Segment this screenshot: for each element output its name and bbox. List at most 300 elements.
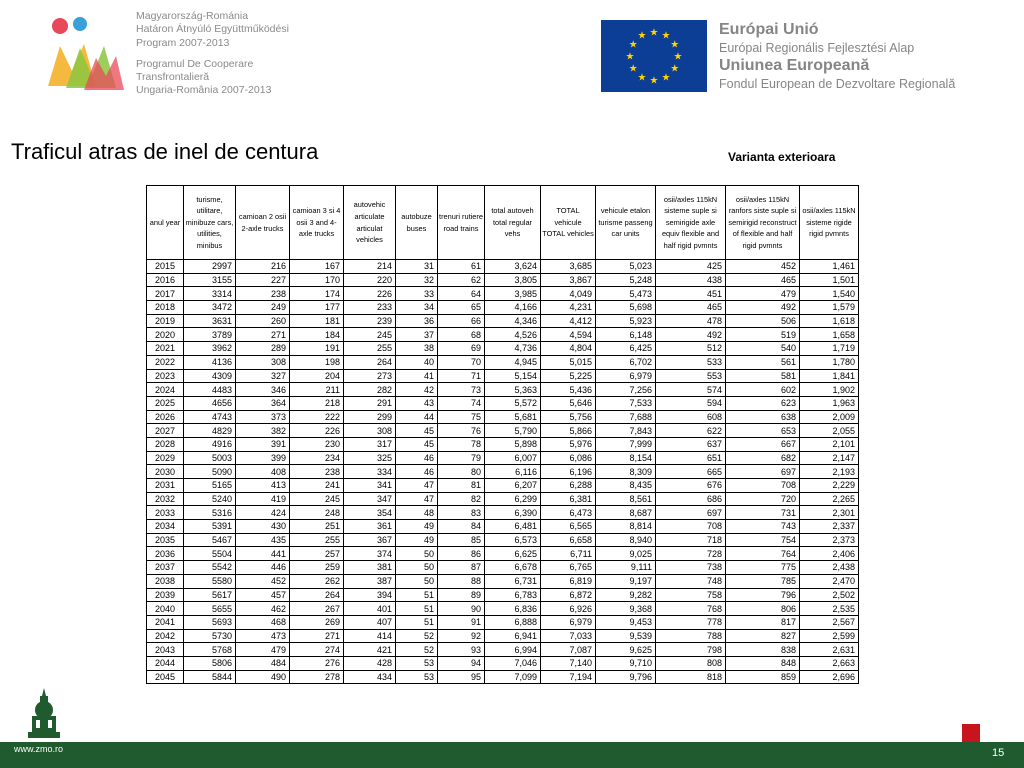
value-cell: 8,154	[596, 451, 656, 465]
value-cell: 708	[726, 479, 800, 493]
value-cell: 76	[438, 424, 485, 438]
value-cell: 3,805	[485, 273, 541, 287]
eu-flag-icon	[601, 20, 707, 92]
value-cell: 364	[236, 396, 290, 410]
value-cell: 3962	[184, 342, 236, 356]
value-cell: 42	[396, 383, 438, 397]
value-cell: 5,473	[596, 287, 656, 301]
value-cell: 808	[656, 656, 726, 670]
value-cell: 465	[656, 301, 726, 315]
value-cell: 387	[344, 574, 396, 588]
value-cell: 5,154	[485, 369, 541, 383]
year-cell: 2032	[147, 492, 184, 506]
value-cell: 748	[656, 574, 726, 588]
value-cell: 6,625	[485, 547, 541, 561]
column-header: camioan 2 osii 2-axle trucks	[236, 186, 290, 260]
value-cell: 788	[656, 629, 726, 643]
value-cell: 278	[290, 670, 344, 684]
value-cell: 7,099	[485, 670, 541, 684]
value-cell: 7,046	[485, 656, 541, 670]
value-cell: 838	[726, 643, 800, 657]
value-cell: 775	[726, 561, 800, 575]
value-cell: 31	[396, 260, 438, 274]
value-cell: 414	[344, 629, 396, 643]
value-cell: 2,147	[800, 451, 859, 465]
value-cell: 4,412	[541, 314, 596, 328]
value-cell: 271	[290, 629, 344, 643]
value-cell: 174	[290, 287, 344, 301]
value-cell: 233	[344, 301, 396, 315]
value-cell: 638	[726, 410, 800, 424]
value-cell: 52	[396, 643, 438, 657]
value-cell: 6,148	[596, 328, 656, 342]
year-cell: 2025	[147, 396, 184, 410]
value-cell: 248	[290, 506, 344, 520]
year-cell: 2040	[147, 602, 184, 616]
value-cell: 561	[726, 355, 800, 369]
city-crest-icon	[26, 686, 62, 742]
value-cell: 2,337	[800, 520, 859, 534]
table-row	[147, 492, 859, 506]
value-cell: 255	[344, 342, 396, 356]
year-cell: 2018	[147, 301, 184, 315]
value-cell: 257	[290, 547, 344, 561]
eu-star-icon: ★	[628, 39, 638, 51]
year-cell: 2024	[147, 383, 184, 397]
value-cell: 2,599	[800, 629, 859, 643]
value-cell: 5,898	[485, 437, 541, 451]
value-cell: 478	[656, 314, 726, 328]
value-cell: 269	[290, 615, 344, 629]
column-header: total autoveh total regular vehs	[485, 186, 541, 260]
value-cell: 241	[290, 479, 344, 493]
value-cell: 2,631	[800, 643, 859, 657]
value-cell: 84	[438, 520, 485, 534]
value-cell: 4,526	[485, 328, 541, 342]
value-cell: 9,796	[596, 670, 656, 684]
value-cell: 2,502	[800, 588, 859, 602]
value-cell: 5,646	[541, 396, 596, 410]
value-cell: 4,346	[485, 314, 541, 328]
value-cell: 425	[656, 260, 726, 274]
value-cell: 238	[236, 287, 290, 301]
value-cell: 465	[726, 273, 800, 287]
value-cell: 289	[236, 342, 290, 356]
value-cell: 2,009	[800, 410, 859, 424]
value-cell: 71	[438, 369, 485, 383]
value-cell: 6,425	[596, 342, 656, 356]
value-cell: 8,687	[596, 506, 656, 520]
value-cell: 4743	[184, 410, 236, 424]
value-cell: 6,731	[485, 574, 541, 588]
value-cell: 4,231	[541, 301, 596, 315]
value-cell: 827	[726, 629, 800, 643]
program-logo-icon	[44, 16, 128, 96]
program-line-ro-2: Transfrontalieră	[136, 71, 210, 84]
value-cell: 222	[290, 410, 344, 424]
value-cell: 273	[344, 369, 396, 383]
value-cell: 6,116	[485, 465, 541, 479]
value-cell: 36	[396, 314, 438, 328]
eu-star-icon: ★	[637, 30, 647, 42]
value-cell: 317	[344, 437, 396, 451]
year-cell: 2030	[147, 465, 184, 479]
eu-star-icon: ★	[673, 51, 683, 63]
value-cell: 6,702	[596, 355, 656, 369]
value-cell: 5617	[184, 588, 236, 602]
value-cell: 251	[290, 520, 344, 534]
value-cell: 4,049	[541, 287, 596, 301]
value-cell: 2,696	[800, 670, 859, 684]
value-cell: 6,573	[485, 533, 541, 547]
table-row	[147, 383, 859, 397]
value-cell: 83	[438, 506, 485, 520]
value-cell: 1,540	[800, 287, 859, 301]
value-cell: 264	[344, 355, 396, 369]
value-cell: 49	[396, 520, 438, 534]
value-cell: 34	[396, 301, 438, 315]
value-cell: 1,902	[800, 383, 859, 397]
value-cell: 4483	[184, 383, 236, 397]
value-cell: 728	[656, 547, 726, 561]
value-cell: 68	[438, 328, 485, 342]
value-cell: 291	[344, 396, 396, 410]
value-cell: 665	[656, 465, 726, 479]
value-cell: 4656	[184, 396, 236, 410]
value-cell: 5,866	[541, 424, 596, 438]
year-cell: 2021	[147, 342, 184, 356]
value-cell: 191	[290, 342, 344, 356]
value-cell: 848	[726, 656, 800, 670]
table-row	[147, 424, 859, 438]
value-cell: 90	[438, 602, 485, 616]
value-cell: 45	[396, 424, 438, 438]
value-cell: 33	[396, 287, 438, 301]
value-cell: 2,663	[800, 656, 859, 670]
value-cell: 8,940	[596, 533, 656, 547]
value-cell: 1,780	[800, 355, 859, 369]
value-cell: 7,688	[596, 410, 656, 424]
value-cell: 519	[726, 328, 800, 342]
table-row	[147, 643, 859, 657]
value-cell: 334	[344, 465, 396, 479]
table-row	[147, 547, 859, 561]
value-cell: 51	[396, 602, 438, 616]
value-cell: 274	[290, 643, 344, 657]
value-cell: 7,256	[596, 383, 656, 397]
value-cell: 5768	[184, 643, 236, 657]
value-cell: 6,765	[541, 561, 596, 575]
value-cell: 697	[656, 506, 726, 520]
value-cell: 218	[290, 396, 344, 410]
value-cell: 5,023	[596, 260, 656, 274]
value-cell: 1,719	[800, 342, 859, 356]
value-cell: 1,461	[800, 260, 859, 274]
value-cell: 7,087	[541, 643, 596, 657]
value-cell: 743	[726, 520, 800, 534]
value-cell: 594	[656, 396, 726, 410]
year-cell: 2027	[147, 424, 184, 438]
table-row	[147, 465, 859, 479]
value-cell: 785	[726, 574, 800, 588]
value-cell: 6,086	[541, 451, 596, 465]
value-cell: 3,985	[485, 287, 541, 301]
value-cell: 5655	[184, 602, 236, 616]
value-cell: 452	[726, 260, 800, 274]
value-cell: 651	[656, 451, 726, 465]
value-cell: 7,194	[541, 670, 596, 684]
value-cell: 581	[726, 369, 800, 383]
value-cell: 6,381	[541, 492, 596, 506]
table-row	[147, 260, 859, 274]
eu-star-icon: ★	[670, 63, 680, 75]
value-cell: 282	[344, 383, 396, 397]
value-cell: 82	[438, 492, 485, 506]
value-cell: 6,390	[485, 506, 541, 520]
value-cell: 276	[290, 656, 344, 670]
value-cell: 44	[396, 410, 438, 424]
value-cell: 51	[396, 588, 438, 602]
table-row	[147, 328, 859, 342]
value-cell: 347	[344, 492, 396, 506]
value-cell: 430	[236, 520, 290, 534]
value-cell: 92	[438, 629, 485, 643]
value-cell: 452	[236, 574, 290, 588]
value-cell: 7,533	[596, 396, 656, 410]
column-header: TOTAL vehicule TOTAL vehicles	[541, 186, 596, 260]
value-cell: 3,685	[541, 260, 596, 274]
table-row	[147, 506, 859, 520]
value-cell: 4,804	[541, 342, 596, 356]
value-cell: 361	[344, 520, 396, 534]
value-cell: 817	[726, 615, 800, 629]
table-row	[147, 273, 859, 287]
column-header: anul year	[147, 186, 184, 260]
value-cell: 676	[656, 479, 726, 493]
variant-label: Varianta exterioara	[728, 150, 836, 164]
value-cell: 718	[656, 533, 726, 547]
value-cell: 818	[656, 670, 726, 684]
program-text	[136, 10, 289, 98]
value-cell: 49	[396, 533, 438, 547]
value-cell: 47	[396, 492, 438, 506]
value-cell: 682	[726, 451, 800, 465]
value-cell: 9,111	[596, 561, 656, 575]
value-cell: 5693	[184, 615, 236, 629]
value-cell: 446	[236, 561, 290, 575]
value-cell: 239	[344, 314, 396, 328]
value-cell: 214	[344, 260, 396, 274]
value-cell: 75	[438, 410, 485, 424]
value-cell: 374	[344, 547, 396, 561]
value-cell: 91	[438, 615, 485, 629]
value-cell: 5,436	[541, 383, 596, 397]
value-cell: 74	[438, 396, 485, 410]
value-cell: 484	[236, 656, 290, 670]
value-cell: 574	[656, 383, 726, 397]
value-cell: 7,140	[541, 656, 596, 670]
value-cell: 2,265	[800, 492, 859, 506]
value-cell: 758	[656, 588, 726, 602]
year-cell: 2037	[147, 561, 184, 575]
program-line-ro-1: Programul De Cooperare	[136, 57, 254, 70]
value-cell: 623	[726, 396, 800, 410]
table-row	[147, 355, 859, 369]
value-cell: 7,033	[541, 629, 596, 643]
value-cell: 245	[344, 328, 396, 342]
value-cell: 438	[656, 273, 726, 287]
value-cell: 5,225	[541, 369, 596, 383]
traffic-table	[146, 185, 859, 684]
value-cell: 2,567	[800, 615, 859, 629]
value-cell: 167	[290, 260, 344, 274]
value-cell: 341	[344, 479, 396, 493]
value-cell: 198	[290, 355, 344, 369]
value-cell: 9,025	[596, 547, 656, 561]
value-cell: 6,473	[541, 506, 596, 520]
website-link[interactable]: www.zmo.ro	[14, 744, 64, 754]
value-cell: 738	[656, 561, 726, 575]
value-cell: 457	[236, 588, 290, 602]
value-cell: 37	[396, 328, 438, 342]
column-header: osii/axles 115kN sisteme suple si semirigide axle equiv flexible and half rigid pvmnts	[656, 186, 726, 260]
value-cell: 6,926	[541, 602, 596, 616]
value-cell: 5,790	[485, 424, 541, 438]
value-cell: 32	[396, 273, 438, 287]
value-cell: 778	[656, 615, 726, 629]
value-cell: 5,363	[485, 383, 541, 397]
value-cell: 4829	[184, 424, 236, 438]
value-cell: 9,539	[596, 629, 656, 643]
value-cell: 637	[656, 437, 726, 451]
value-cell: 5844	[184, 670, 236, 684]
value-cell: 87	[438, 561, 485, 575]
value-cell: 260	[236, 314, 290, 328]
value-cell: 5730	[184, 629, 236, 643]
program-line-hu-3: Program 2007-2013	[136, 36, 230, 49]
value-cell: 264	[290, 588, 344, 602]
eu-star-icon: ★	[625, 51, 635, 63]
value-cell: 325	[344, 451, 396, 465]
value-cell: 5,572	[485, 396, 541, 410]
eu-star-icon: ★	[649, 27, 659, 39]
value-cell: 69	[438, 342, 485, 356]
value-cell: 9,282	[596, 588, 656, 602]
column-header: autobuze buses	[396, 186, 438, 260]
value-cell: 299	[344, 410, 396, 424]
value-cell: 540	[726, 342, 800, 356]
page-number: 15	[992, 747, 1005, 759]
value-cell: 1,841	[800, 369, 859, 383]
table-row	[147, 287, 859, 301]
value-cell: 697	[726, 465, 800, 479]
value-cell: 48	[396, 506, 438, 520]
value-cell: 46	[396, 465, 438, 479]
column-header: trenuri rutiere road trains	[438, 186, 485, 260]
year-cell: 2045	[147, 670, 184, 684]
table-row	[147, 574, 859, 588]
table-row	[147, 369, 859, 383]
value-cell: 2,406	[800, 547, 859, 561]
table-row	[147, 437, 859, 451]
year-cell: 2031	[147, 479, 184, 493]
value-cell: 308	[236, 355, 290, 369]
eu-star-icon: ★	[661, 30, 671, 42]
value-cell: 441	[236, 547, 290, 561]
column-header: osii/axles 115kN sisteme rigide rigid pvmnts	[800, 186, 859, 260]
value-cell: 47	[396, 479, 438, 493]
eu-star-icon: ★	[661, 72, 671, 84]
value-cell: 5542	[184, 561, 236, 575]
eu-star-icon: ★	[649, 75, 659, 87]
table-row	[147, 670, 859, 684]
value-cell: 81	[438, 479, 485, 493]
value-cell: 2,438	[800, 561, 859, 575]
value-cell: 5391	[184, 520, 236, 534]
value-cell: 327	[236, 369, 290, 383]
value-cell: 492	[656, 328, 726, 342]
table-row	[147, 588, 859, 602]
value-cell: 5,248	[596, 273, 656, 287]
value-cell: 52	[396, 629, 438, 643]
value-cell: 238	[290, 465, 344, 479]
value-cell: 399	[236, 451, 290, 465]
value-cell: 667	[726, 437, 800, 451]
value-cell: 490	[236, 670, 290, 684]
table-header-row	[147, 186, 859, 260]
value-cell: 234	[290, 451, 344, 465]
value-cell: 401	[344, 602, 396, 616]
value-cell: 5003	[184, 451, 236, 465]
value-cell: 181	[290, 314, 344, 328]
value-cell: 50	[396, 561, 438, 575]
value-cell: 796	[726, 588, 800, 602]
value-cell: 381	[344, 561, 396, 575]
value-cell: 5090	[184, 465, 236, 479]
value-cell: 407	[344, 615, 396, 629]
value-cell: 170	[290, 273, 344, 287]
value-cell: 3155	[184, 273, 236, 287]
value-cell: 4,594	[541, 328, 596, 342]
value-cell: 80	[438, 465, 485, 479]
value-cell: 798	[656, 643, 726, 657]
table-row	[147, 656, 859, 670]
value-cell: 1,658	[800, 328, 859, 342]
value-cell: 5165	[184, 479, 236, 493]
value-cell: 764	[726, 547, 800, 561]
value-cell: 4,736	[485, 342, 541, 356]
value-cell: 533	[656, 355, 726, 369]
value-cell: 220	[344, 273, 396, 287]
program-line-ro-3: Ungaria-România 2007-2013	[136, 84, 272, 97]
value-cell: 367	[344, 533, 396, 547]
table-row	[147, 602, 859, 616]
value-cell: 9,197	[596, 574, 656, 588]
year-cell: 2033	[147, 506, 184, 520]
value-cell: 451	[656, 287, 726, 301]
value-cell: 806	[726, 602, 800, 616]
value-cell: 5806	[184, 656, 236, 670]
value-cell: 720	[726, 492, 800, 506]
value-cell: 78	[438, 437, 485, 451]
value-cell: 5,756	[541, 410, 596, 424]
value-cell: 6,783	[485, 588, 541, 602]
value-cell: 255	[290, 533, 344, 547]
value-cell: 2,193	[800, 465, 859, 479]
value-cell: 506	[726, 314, 800, 328]
value-cell: 227	[236, 273, 290, 287]
value-cell: 346	[236, 383, 290, 397]
